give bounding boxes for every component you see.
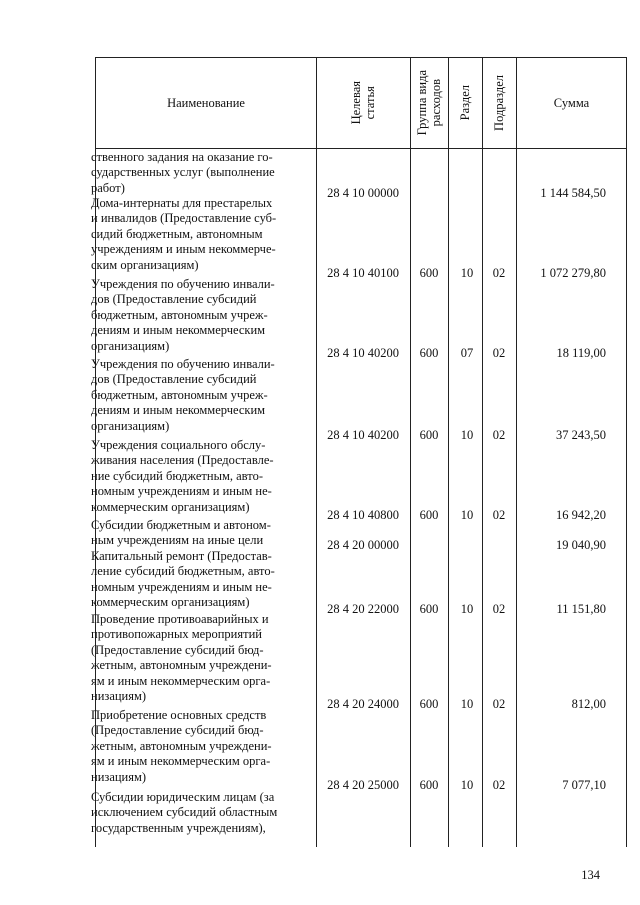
table-row-code: 28 4 20 22000 xyxy=(327,602,399,616)
table-row-sum: 1 072 279,80 xyxy=(540,266,606,280)
table-row-section: 10 xyxy=(460,266,474,280)
table-row-subsection: 02 xyxy=(492,428,506,442)
table-row-name: Учреждения социального обслу- живания населения (Предоставле- ние субсидий бюджетным, авто- номным учреждениям и иным не- коммерческим организациям) xyxy=(91,438,274,514)
table-row-code: 28 4 20 25000 xyxy=(327,778,399,792)
table-row-code: 28 4 10 40200 xyxy=(327,428,399,442)
column-divider-sum xyxy=(516,57,517,847)
table-row-section: 10 xyxy=(460,428,474,442)
table-row-section: 10 xyxy=(460,508,474,522)
header-group: Группа вида расходов xyxy=(414,70,443,136)
table-row-section: 10 xyxy=(460,602,474,616)
table-row-subsection: 02 xyxy=(492,697,506,711)
table-row-sum: 7 077,10 xyxy=(562,778,606,792)
header-section: Раздел xyxy=(457,85,472,121)
table-row-name: ственного задания на оказание го- сударственных услуг (выполнение работ) xyxy=(91,150,275,195)
table-row-name: Проведение противоаварийных и противопожарных мероприятий (Предоставление субсидий бюд- жетным, автономным учреждени- ям и иным некоммерческим орга- низациям) xyxy=(91,612,272,704)
table-row-group: 600 xyxy=(419,602,439,616)
table-row-section: 10 xyxy=(460,697,474,711)
table-row-subsection: 02 xyxy=(492,602,506,616)
table-row-group: 600 xyxy=(419,346,439,360)
table-row-code: 28 4 10 40100 xyxy=(327,266,399,280)
page-number: 134 xyxy=(581,868,600,882)
table-row-group: 600 xyxy=(419,778,439,792)
table-row-name: Приобретение основных средств (Предоставление субсидий бюд- жетным, автономным учреждени- ям и иным некоммерческим орга- низациям) xyxy=(91,708,272,784)
table-row-subsection: 02 xyxy=(492,778,506,792)
table-row-sum: 16 942,20 xyxy=(556,508,606,522)
table-row-section: 10 xyxy=(460,778,474,792)
table-row-name: Дома-интернаты для престарелых и инвалидов (Предоставление суб- сидий бюджетным, автономным учреждениям и иным некоммерче- ским организациям) xyxy=(91,196,277,272)
table-row-code: 28 4 10 40200 xyxy=(327,346,399,360)
header-name: Наименование xyxy=(167,95,245,110)
table-row-name: Учреждения по обучению инвали- дов (Предоставление субсидий бюджетным, автономным учреж- дениям и иным некоммерческим организациям) xyxy=(91,357,275,433)
table-row-group: 600 xyxy=(419,266,439,280)
table-row-sum: 812,00 xyxy=(571,697,606,711)
table-row-sum: 19 040,90 xyxy=(556,538,606,552)
header-sum: Сумма xyxy=(553,95,590,110)
header-subsection: Подраздел xyxy=(491,75,506,131)
column-divider-subsection xyxy=(482,57,483,847)
table-row-sum: 18 119,00 xyxy=(556,346,606,360)
table-row-code: 28 4 20 24000 xyxy=(327,697,399,711)
table-right-border xyxy=(626,57,627,847)
table-row-sum: 11 151,80 xyxy=(556,602,606,616)
table-row-section: 07 xyxy=(460,346,474,360)
table-row-name: Субсидии юридическим лицам (за исключением субсидий областным государственным учреждениям), xyxy=(91,790,278,835)
table-row-name: Учреждения по обучению инвали- дов (Предоставление субсидий бюджетным, автономным учреж- дениям и иным некоммерческим организациям) xyxy=(91,277,275,353)
table-row-subsection: 02 xyxy=(492,266,506,280)
column-divider-group xyxy=(410,57,411,847)
table-row-subsection: 02 xyxy=(492,508,506,522)
table-row-name: Субсидии бюджетным и автоном- ным учреждениям на иные цели xyxy=(91,518,271,548)
table-row-code: 28 4 20 00000 xyxy=(327,538,399,552)
table-row-group: 600 xyxy=(419,508,439,522)
table-row-code: 28 4 10 00000 xyxy=(327,186,399,200)
header-bottom-border xyxy=(95,148,627,149)
table-row-code: 28 4 10 40800 xyxy=(327,508,399,522)
table-row-subsection: 02 xyxy=(492,346,506,360)
column-divider-code xyxy=(316,57,317,847)
column-divider-section xyxy=(448,57,449,847)
table-row-group: 600 xyxy=(419,697,439,711)
table-row-sum: 37 243,50 xyxy=(556,428,606,442)
table-row-name: Капитальный ремонт (Предостав- ление субсидий бюджетным, авто- номным учреждениям и иным не- коммерческим организациям) xyxy=(91,549,275,610)
table-row-sum: 1 144 584,50 xyxy=(540,186,606,200)
table-row-group: 600 xyxy=(419,428,439,442)
header-code: Целевая статья xyxy=(348,81,377,125)
